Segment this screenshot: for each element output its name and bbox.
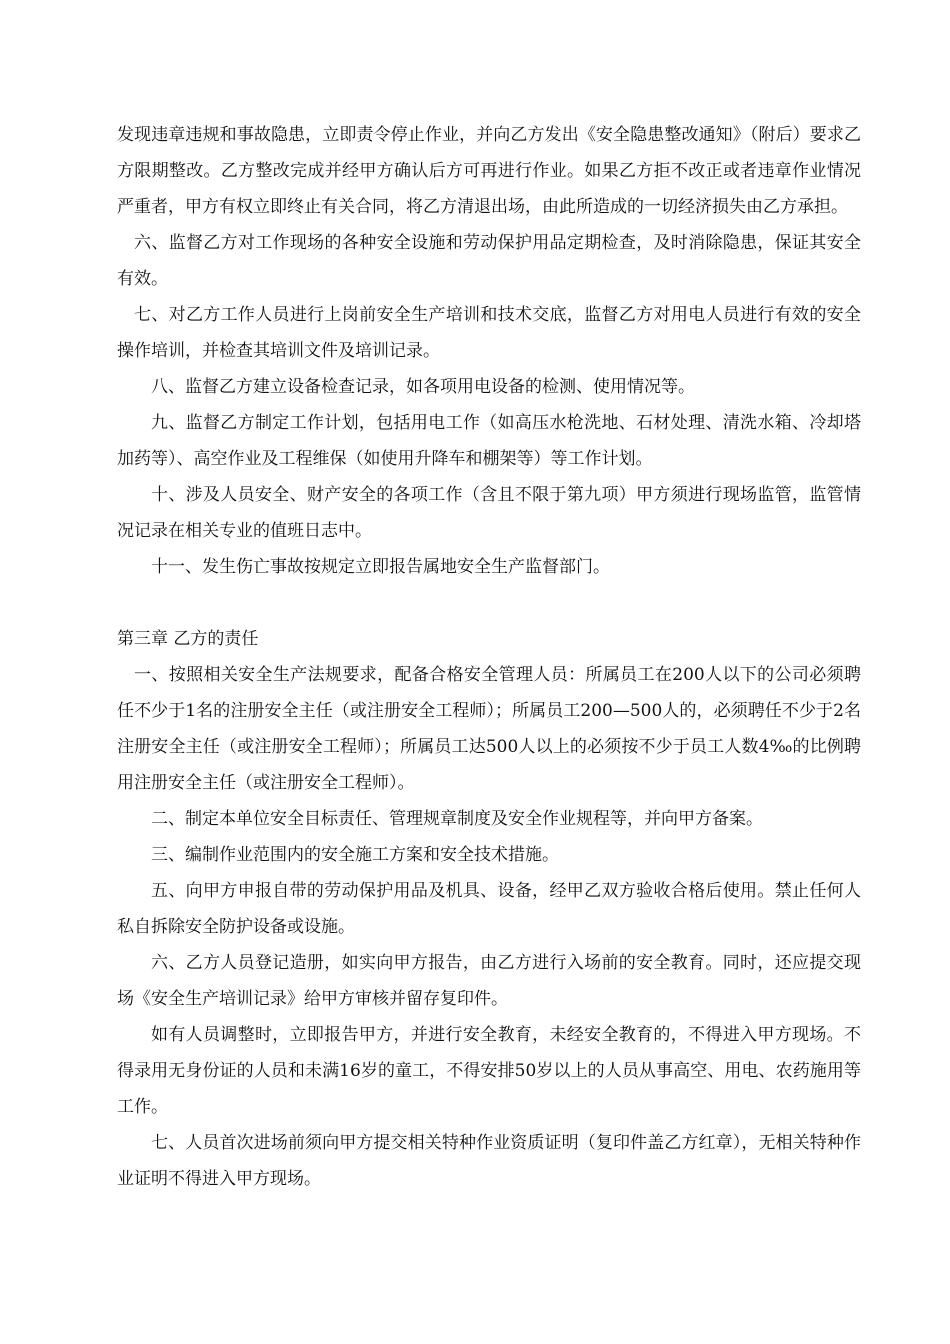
paragraph-item-11: 十一、发生伤亡事故按规定立即报告属地安全生产监督部门。 [151,557,610,577]
paragraph-item-6: 六、监督乙方对工作现场的各种安全设施和劳动保护用品定期检查，及时消除隐患，保证其安全有效。 [117,233,861,289]
paragraph-b-item-6: 六、乙方人员登记造册，如实向甲方报告，由乙方进行入场前的安全教育。同时，还应提交现场《安全生产培训记录》给甲方审核并留存复印件。 [117,953,861,1009]
chapter-title: 第三章 乙方的责任 [117,629,259,649]
paragraph-b-item-7: 七、人员首次进场前须向甲方提交相关特种作业资质证明（复印件盖乙方红章），无相关特种作业证明不得进入甲方现场。 [117,1133,861,1189]
paragraph-item-8: 八、监督乙方建立设备检查记录，如各项用电设备的检测、使用情况等。 [151,377,695,397]
section-spacer [117,585,861,621]
paragraph-item-10: 十、涉及人员安全、财产安全的各项工作（含且不限于第九项）甲方须进行现场监管，监管情况记录在相关专业的值班日志中。 [117,485,861,541]
document-body [117,117,861,1197]
paragraph-b-personnel-adjustment: 如有人员调整时，立即报告甲方，并进行安全教育，未经安全教育的，不得进入甲方现场。不得录用无身份证的人员和未满16岁的童工，不得安排50岁以上的人员从事高空、用电、农药施用等工作。 [117,1025,861,1117]
paragraph-item-9: 九、监督乙方制定工作计划，包括用电工作（如高压水枪洗地、石材处理、清洗水箱、冷却塔加药等）、高空作业及工程维保（如使用升降车和棚架等）等工作计划。 [117,413,861,469]
paragraph-b-item-5: 五、向甲方申报自带的劳动保护用品及机具、设备，经甲乙双方验收合格后使用。禁止任何人私自拆除安全防护设备或设施。 [117,881,861,937]
paragraph-b-item-2: 二、制定本单位安全目标责任、管理规章制度及安全作业规程等，并向甲方备案。 [151,809,763,829]
paragraph-b-item-3: 三、编制作业范围内的安全施工方案和安全技术措施。 [151,845,559,865]
paragraph-continuation: 发现违章违规和事故隐患，立即责令停止作业，并向乙方发出《安全隐患整改通知》（附后）要求乙方限期整改。乙方整改完成并经甲方确认后方可再进行作业。如果乙方拒不改正或者违章作业情况严重者，甲方有权立即终止有关合同，将乙方清退出场，由此所造成的一切经济损失由乙方承担。 [117,125,861,217]
paragraph-b-item-1: 一、按照相关安全生产法规要求，配备合格安全管理人员：所属员工在200人以下的公司必须聘任不少于1名的注册安全主任（或注册安全工程师）；所属员工200—500人的，必须聘任不少于2名注册安全主任（或注册安全工程师）；所属员工达500人以上的必须按不少于员工人数4‰的比例聘用注册安全主任（或注册安全工程师）。 [117,665,861,793]
paragraph-item-7: 七、对乙方工作人员进行上岗前安全生产培训和技术交底，监督乙方对用电人员进行有效的安全操作培训，并检查其培训文件及培训记录。 [117,305,861,361]
